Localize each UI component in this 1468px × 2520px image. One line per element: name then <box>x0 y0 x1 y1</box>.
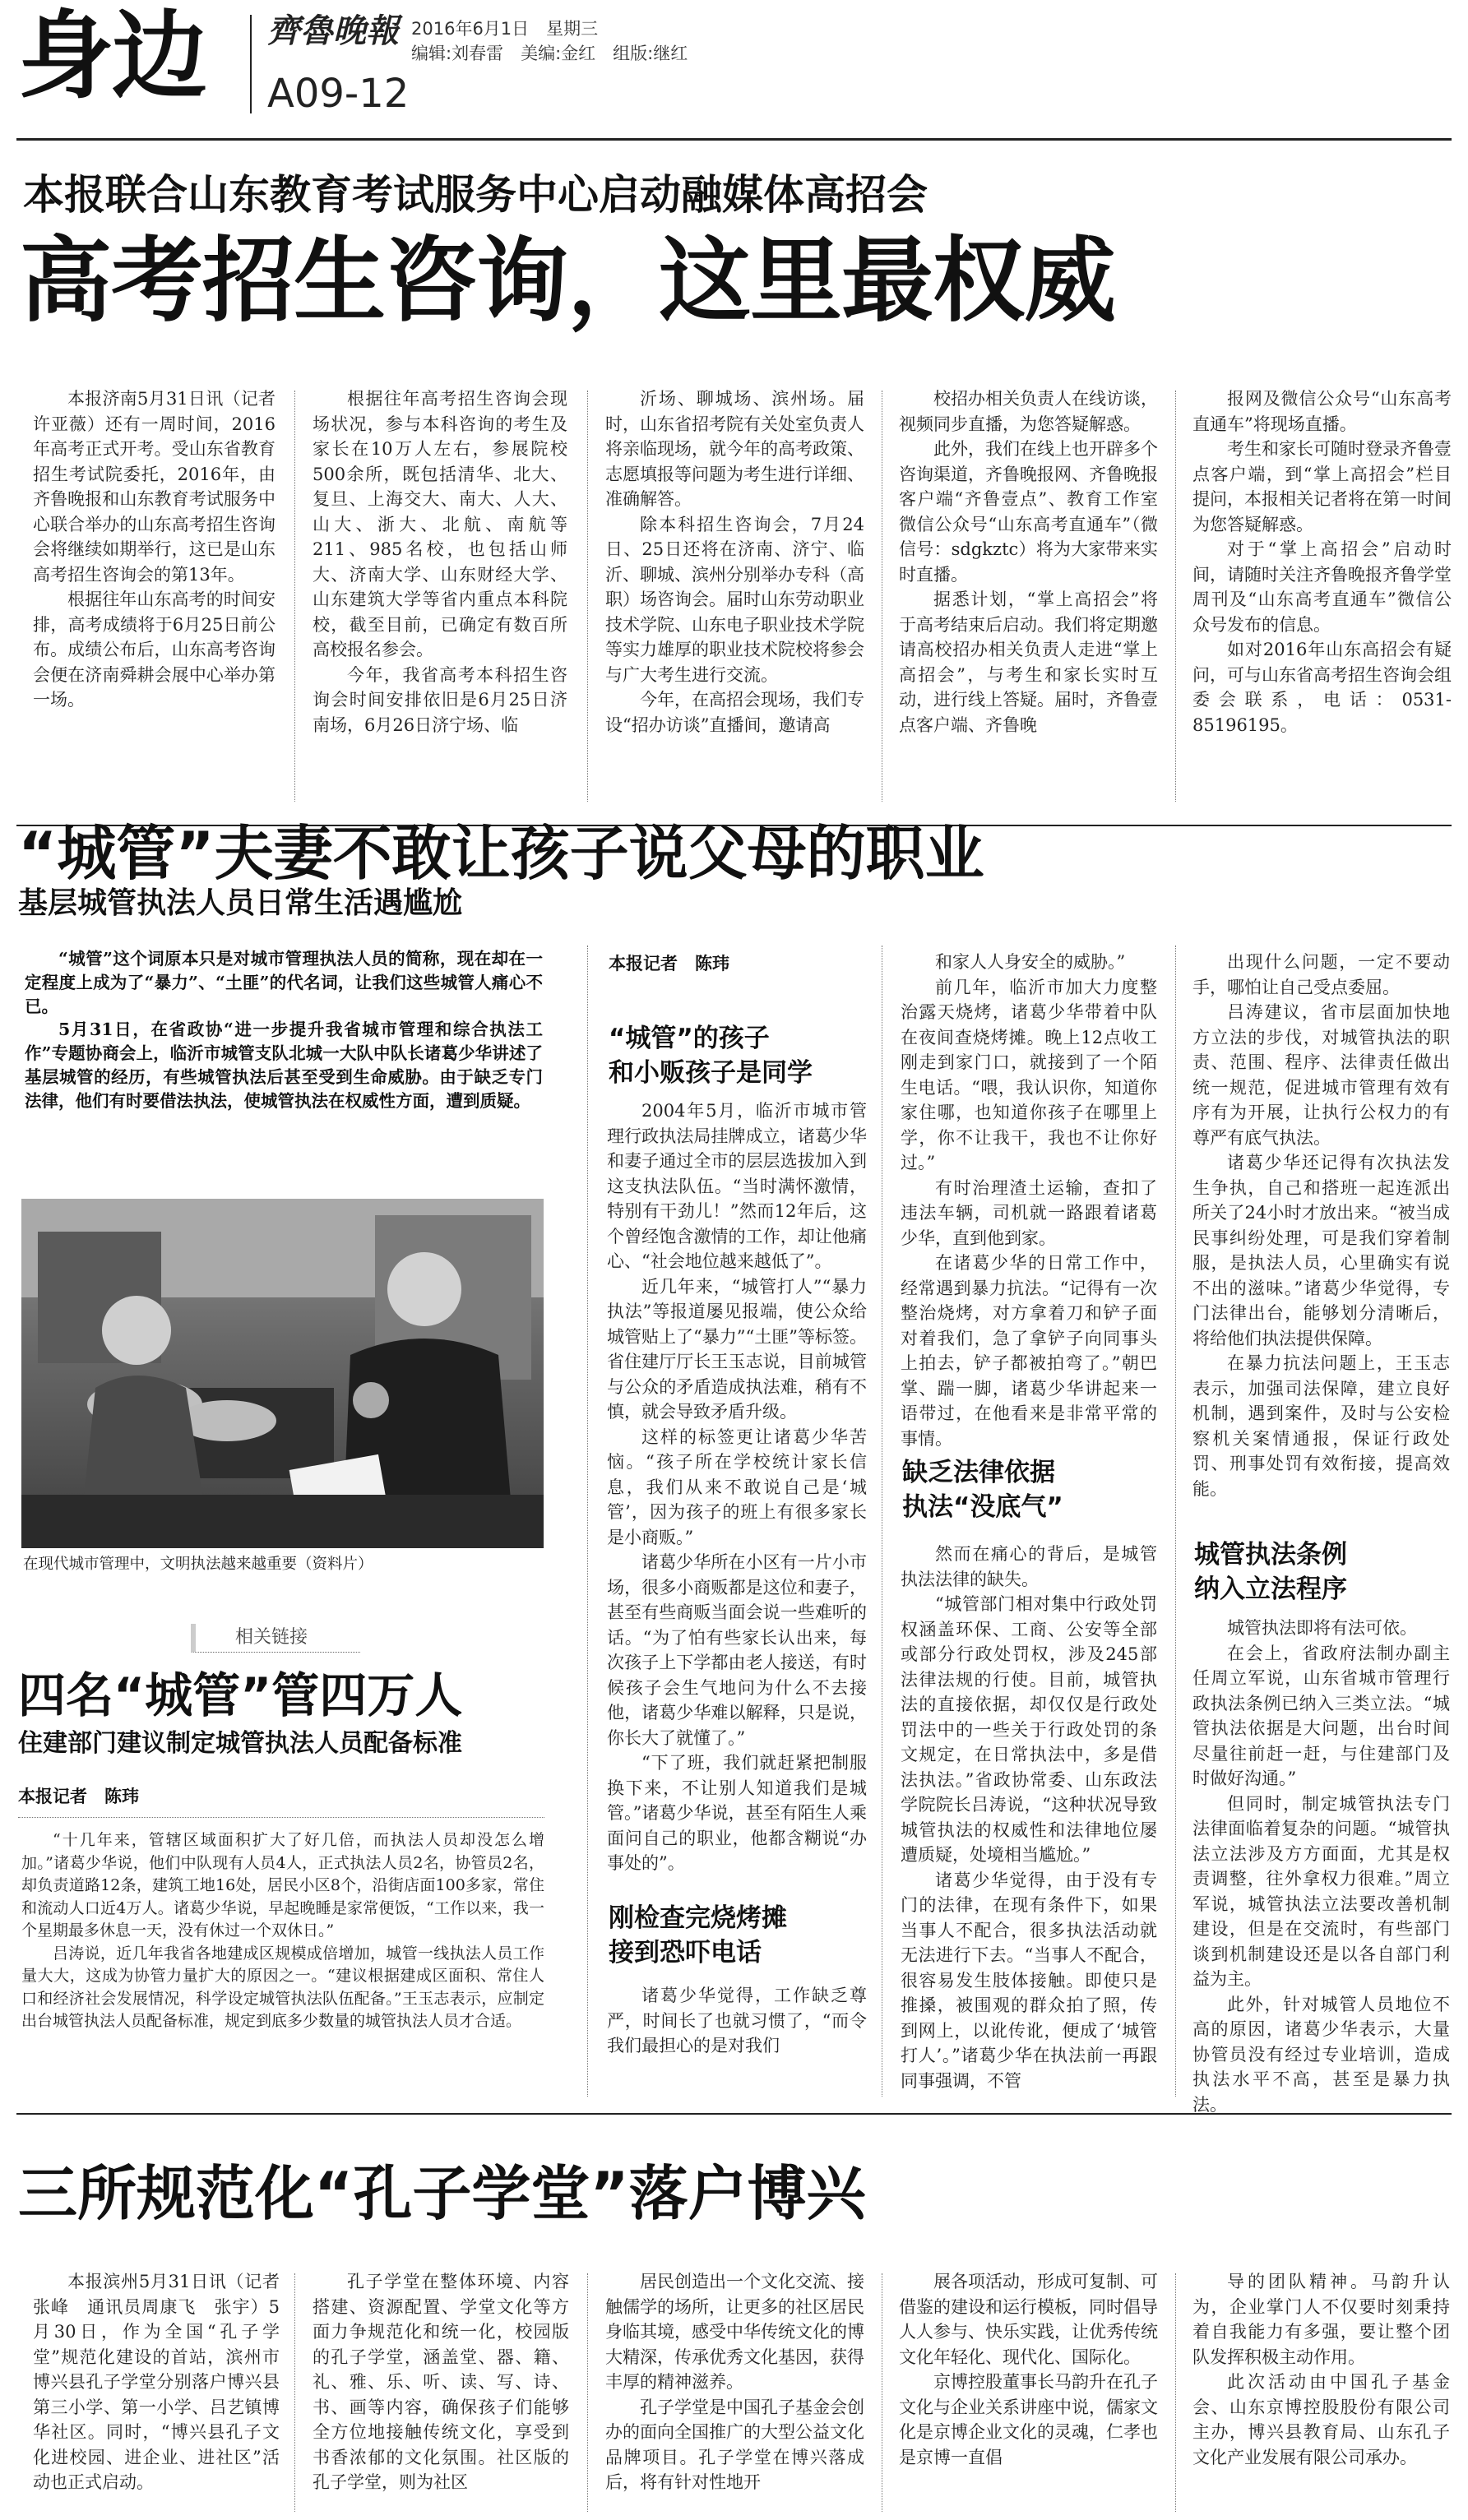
paragraph: 据悉计划，“掌上高招会”将于高考结束后启动。我们将定期邀请高校招办相关负责人走进“掌上高招会”，与考生和家长实时互动，进行线上答疑。届时，齐鲁壹点客户端、齐鲁晚 <box>899 590 1158 735</box>
article2-byline: 本报记者 陈玮 <box>609 954 729 973</box>
column-divider <box>587 391 588 802</box>
article2-column-c2 <box>901 1542 1157 2094</box>
sidebar-body <box>21 1829 544 2092</box>
article2-column-b2 <box>607 1983 867 2090</box>
paragraph: “十几年来，管辖区域面积扩大了好几倍，而执法人员却没怎么增加。”诸葛少华说，他们中队现有人员4人，正式执法人员2名，协管员2名，却负责道路12条，建筑工地16处，居民小区8个，沿街店面100多家，常住和流动人口近4万人。诸葛少华说，早起晚睡是家常便饭，“工作以来，我一个星期最多休息一天，没有休过一个双休日。” <box>21 1831 544 1940</box>
sidebar-rule <box>18 1817 544 1818</box>
article1-kicker: 本报联合山东教育考试服务中心启动融媒体高招会 <box>23 171 928 219</box>
paragraph: 今年，我省高考本科招生咨询会时间安排依旧是6月25日济南场，6月26日济宁场、临 <box>313 664 567 735</box>
editors-credit: 编辑:刘春雷 美编:金红 组版:继红 <box>411 44 688 63</box>
paragraph: 京博控股董事长马韵升在孔子文化与企业关系讲座中说，儒家文化是京博企业文化的灵魂，仁孝也是京博一直倡 <box>899 2372 1158 2467</box>
article2-column-d2 <box>1192 1616 1450 2115</box>
article3-column-1 <box>33 2269 280 2516</box>
column-divider <box>587 2273 588 2512</box>
article2-column-b <box>607 1098 867 1889</box>
paragraph: 今年，在高招会现场，我们专设“招办访谈”直播间，邀请高 <box>605 690 864 735</box>
masthead-rule <box>16 138 1452 141</box>
article1-headline: 高考招生咨询，这里最权威 <box>20 228 1115 335</box>
paragraph: “城管”这个词原本只是对城市管理执法人员的简称，现在却在一定程度上成为了“暴力”、“土匪”的代名词，让我们这些城管人痛心不已。 <box>25 949 543 1016</box>
paragraph: 除本科招生咨询会，7月24日、25日还将在济南、济宁、临沂、聊城、滨州分别举办专科（高职）场咨询会。届时山东劳动职业技术学院、山东电子职业技术学院等实力雄厚的职业技术院校将参会与广大考生进行交流。 <box>605 514 864 685</box>
article2-lead <box>25 947 543 1168</box>
photo-caption: 在现代城市管理中，文明执法越来越重要（资料片） <box>23 1556 373 1573</box>
paragraph: 吕涛建议，省市层面加快地方立法的步伐，对城管执法的职责、范围、程序、法律责任做出统一规范，促进城市管理有效有序有为开展，让执行公权力的有尊严有底气执法。 <box>1192 1002 1450 1148</box>
article2-subhead: 基层城管执法人员日常生活遇尴尬 <box>18 886 463 920</box>
paragraph: 此次活动由中国孔子基金会、山东京博控股股份有限公司主办，博兴县教育局、山东孔子文化产业发展有限公司承办。 <box>1192 2372 1450 2467</box>
paragraph: 诸葛少华觉得，由于没有专门的法律，在现有条件下，如果当事人不配合，很多执法活动就无法进行下去。“当事人不配合，很容易发生肢体接触。即使只是推搡，被围观的群众拍了照，传到网上，以讹传讹，便成了‘城管打人’。”诸葛少华在执法前一再跟同事强调，不管 <box>901 1870 1157 2091</box>
section-rule <box>16 2113 1452 2115</box>
paragraph: 根据往年高考招生咨询会现场状况，参与本科咨询的考生及家长在10万人左右，参展院校500余所，既包括清华、北大、复旦、上海交大、南大、人大、山大、浙大、北航、南航等211、985名校，也包括山师大、济南大学、山东财经大学、山东建筑大学等省内重点本科院校，截至目前，已确定有数百所高校报名参会。 <box>313 389 567 659</box>
masthead-divider <box>250 15 252 113</box>
paragraph: 居民创造出一个文化交流、接触儒学的场所，让更多的社区居民身临其境，感受中华传统文化的博大精深，传承优秀文化基因，获得丰厚的精神滋养。 <box>605 2272 864 2392</box>
paragraph: 近几年来，“城管打人”“暴力执法”等报道屡见报端，使公众给城管贴上了“暴力”“土匪”等标签。省住建厅厅长王玉志说，目前城管与公众的矛盾造成执法难，稍有不慎，就会导致矛盾升级。 <box>607 1276 867 1422</box>
column-divider <box>1175 2273 1176 2512</box>
paragraph: 5月31日，在省政协“进一步提升我省城市管理和综合执法工作”专题协商会上，临沂市城管支队北城一大队中队长诸葛少华讲述了基层城管的经历，有些城管执法后甚至受到生命威胁。由于缺乏专门法律，他们有时要借法执法，使城管执法在权威性方面，遭到质疑。 <box>25 1020 543 1111</box>
paragraph: 有时治理渣土运输，查扣了违法车辆，司机就一路跟着诸葛少华，直到他到家。 <box>901 1177 1157 1248</box>
paragraph: 根据往年山东高考的时间安排，高考成绩将于6月25日前公布。成绩公布后，山东高考咨询会便在济南舜耕会展中心举办第一场。 <box>33 590 276 710</box>
article3-column-4 <box>899 2269 1158 2516</box>
paragraph: 孔子学堂在整体环境、内容搭建、资源配置、学堂文化等方面力争规范化和统一化，校园版的孔子学堂，涵盖堂、器、籍、礼、雅、乐、听、读、写、诗、书、画等内容，确保孩子们能够全方位地接触传统文化，享受到书香浓郁的文化氛围。社区版的孔子学堂，则为社区 <box>313 2272 569 2492</box>
article3-headline: 三所规范化“孔子学堂”落户博兴 <box>18 2159 866 2228</box>
paragraph: 和家人人身安全的威胁。” <box>935 952 1126 972</box>
paragraph: 本报济南5月31日讯（记者许亚薇）还有一周时间，2016年高考正式开考。受山东省教育招生考试院委托，2016年，由齐鲁晚报和山东教育考试服务中心联合举办的山东高考招生咨询会将继续如期举行，这已是山东高考招生咨询会的第13年。 <box>33 389 276 585</box>
paragraph: 这样的标签更让诸葛少华苦恼。“孩子所在学校统计家长信息，我们从来不敢说自己是‘城管’，因为孩子的班上有很多家长是小商贩。” <box>607 1426 867 1547</box>
paragraph: 2004年5月，临沂市城市管理行政执法局挂牌成立，诸葛少华和妻子通过全市的层层选拔加入到这支执法队伍。“当时满怀激情，特别有干劲儿！”然而12年后，这个曾经饱含激情的工作，却让他痛心、“社会地位越来越低了”。 <box>607 1101 867 1271</box>
paragraph: 诸葛少华觉得，工作缺乏尊严，时间长了也就习惯了，“而令我们最担心的是对我们 <box>607 1986 867 2055</box>
article2-subsection-4: 城管执法条例 纳入立法程序 <box>1194 1540 1347 1604</box>
article2-subsection-2: 刚检查完烧烤摊 接到恐吓电话 <box>609 1903 787 1967</box>
column-divider <box>587 946 588 2097</box>
paragraph: 如对2016年山东高招会有疑问，可与山东省高考招生咨询会组委会联系，电话：0531-85196195。 <box>1192 640 1452 735</box>
photo-illustration <box>21 1199 544 1548</box>
issue-date: 2016年6月1日 星期三 <box>411 19 599 39</box>
sidebar-byline: 本报记者 陈玮 <box>18 1787 139 1806</box>
paragraph: 展各项活动，形成可复制、可借鉴的建设和运行模板，同时倡导人人参与、快乐实践，让优秀传统文化年轻化、现代化、国际化。 <box>899 2272 1158 2367</box>
paragraph: 在暴力抗法问题上，王玉志表示，加强司法保障，建立良好机制，遇到案件，及时与公安检察机关案情通报，保证行政处罚、刑事处罚有效衔接，提高效能。 <box>1192 1353 1450 1499</box>
paragraph: 城管执法即将有法可依。 <box>1227 1618 1417 1638</box>
paragraph: 报网及微信公众号“山东高考直通车”将现场直播。 <box>1192 389 1452 434</box>
column-divider <box>294 2273 295 2512</box>
paragraph: 孔子学堂是中国孔子基金会创办的面向全国推广的大型公益文化品牌项目。孔子学堂在博兴落成后，将有针对性地开 <box>605 2397 864 2492</box>
paragraph: 前几年，临沂市加大力度整治露天烧烤，诸葛少华带着中队在夜间查烧烤摊。晚上12点收工刚走到家门口，就接到了一个陌生电话。“喂，我认识你，知道你家住哪，也知道你孩子在哪里上学，你不让我干，我也不让你好过。” <box>901 977 1157 1172</box>
paragraph: 此外，我们在线上也开辟多个咨询渠道，齐鲁晚报网、齐鲁晚报客户端“齐鲁壹点”、教育工作室微信公众号“山东高考直通车”（微信号：sdgkztc）将为大家带来实时直播。 <box>899 439 1158 585</box>
paragraph: 在诸葛少华的日常工作中，经常遇到暴力抗法。“记得有一次整治烧烤，对方拿着刀和铲子面对着我们，急了拿铲子向同事头上拍去，铲子都被拍弯了。”朝巴掌、踹一脚，诸葛少华讲起来一语带过，在他看来是非常平常的事情。 <box>901 1253 1157 1449</box>
related-link-label: 相关链接 <box>235 1627 308 1648</box>
paragraph: 导的团队精神。马韵升认为，企业掌门人不仅要时刻秉持着自我能力有多强，要让整个团队发挥积极主动作用。 <box>1192 2272 1450 2367</box>
article3-column-2 <box>313 2269 569 2516</box>
article2-column-d <box>1192 950 1450 1509</box>
paragraph: “下了班，我们就赶紧把制服换下来，不让别人知道我们是城管。”诸葛少华说，甚至有陌生人乘面问自己的职业，他都含糊说“办事处的”。 <box>607 1753 867 1873</box>
paragraph: 此外，针对城管人员地位不高的原因，诸葛少华表示，大量协管员没有经过专业培训，造成执法水平不高，甚至是暴力执法。 <box>1192 1994 1450 2115</box>
article2-column-c <box>901 950 1157 1449</box>
paragraph: 诸葛少华所在小区有一片小市场，很多小商贩都是这位和妻子，甚至有些商贩当面会说一些难听的话。“为了怕有些家长认出来，每次孩子上下学都由老人接送，有时候孩子会生气地问为什么不去接他，诸葛少华难以解释，只是说，你长大了就懂了。” <box>607 1552 867 1748</box>
paragraph: 本报滨州5月31日讯（记者张峰 通讯员周康飞 张宇）5月30日，作为全国“孔子学堂”规范化建设的首站，滨州市博兴县孔子学堂分别落户博兴县第三小学、第一小学、吕艺镇博华社区。同时，“博兴县孔子文化进校园、进企业、进社区”活动也正式启动。 <box>33 2272 280 2492</box>
related-link-tag <box>191 1624 360 1653</box>
section-title: 身边 <box>18 1 206 112</box>
article3-column-5 <box>1192 2269 1450 2516</box>
article1-column-5 <box>1192 386 1452 814</box>
newspaper-logo: 齊魯晚報 <box>267 12 399 50</box>
sidebar-headline: 四名“城管”管四万人 <box>18 1667 463 1723</box>
paragraph: 在会上，省政府法制办副主任周立军说，山东省城市管理行政执法条例已纳入三类立法。“城管执法依据是大问题，出台时间尽量往前赶一赶，与住建部门及时做好沟通。” <box>1192 1643 1450 1788</box>
article1-column-1 <box>33 386 276 814</box>
paragraph: 出现什么问题，一定不要动手，哪怕让自己受点委屈。 <box>1192 952 1450 997</box>
column-divider <box>294 391 295 802</box>
sidebar-subhead: 住建部门建议制定城管执法人员配备标准 <box>18 1729 462 1758</box>
article2-subsection-1: “城管”的孩子 和小贩孩子是同学 <box>609 1024 813 1088</box>
article2-subsection-3: 缺乏法律依据 执法“没底气” <box>902 1458 1063 1522</box>
page-number: A09-12 <box>267 71 410 117</box>
article3-column-3 <box>605 2269 864 2516</box>
article1-column-2 <box>313 386 567 814</box>
paragraph: 但同时，制定城管执法专门法律面临着复杂的问题。“城管执法立法涉及方方面面，尤其是权责调整，往外拿权力很难。”周立军说，城管执法立法要改善机制建设，但是在交流时，有些部门谈到机制建设还是以各自部门利益为主。 <box>1192 1793 1450 1989</box>
paragraph: 考生和家长可随时登录齐鲁壹点客户端，到“掌上高招会”栏目提问，本报相关记者将在第一时间为您答疑解惑。 <box>1192 439 1452 534</box>
paragraph: 吕涛说，近几年我省各地建成区规模成倍增加，城管一线执法人员工作量大大，这成为协管力量扩大的原因之一。“建议根据建成区面积、常住人口和经济社会发展情况，科学设定城管执法队伍配备。”王玉志表示，应制定出台城管执法人员配备标准，规定到底多少数量的城管执法人员才合适。 <box>21 1944 544 2030</box>
paragraph: 诸葛少华还记得有次执法发生争执，自己和搭班一起连派出所关了24小时才放出来。“被当成民事纠纷处理，可是我们穿着制服，是执法人员，心里确实有说不出的滋味。”诸葛少华觉得，专门法律出台，能够划分清晰后，将给他们执法提供保障。 <box>1192 1153 1450 1348</box>
paragraph: 对于“掌上高招会”启动时间，请随时关注齐鲁晚报齐鲁学堂周刊及“山东高考直通车”微信公众号发布的信息。 <box>1192 539 1452 635</box>
enforcement-photo <box>21 1199 544 1548</box>
column-divider <box>1175 391 1176 802</box>
paragraph: 沂场、聊城场、滨州场。届时，山东省招考院有关处室负责人将亲临现场，就今年的高考政策、志愿填报等问题为考生进行详细、准确解答。 <box>605 389 864 509</box>
article1-column-3 <box>605 386 864 814</box>
paragraph: 然而在痛心的背后，是城管执法法律的缺失。 <box>901 1544 1157 1589</box>
article2-headline: “城管”夫妻不敢让孩子说父母的职业 <box>18 819 984 888</box>
article1-column-4 <box>899 386 1158 814</box>
paragraph: 校招办相关负责人在线访谈，视频同步直播，为您答疑解惑。 <box>899 389 1158 434</box>
paragraph: “城管部门相对集中行政处罚权涵盖环保、工商、公安等全部或部分行政处罚权，涉及245部法律法规的行使。目前，城管执法的直接依据，却仅仅是行政处罚法中的一些关于行政处罚的条文规定，在日常执法中，多是借法执法。”省政协常委、山东政法学院院长吕涛说，“这种状况导致城管执法的权威性和法律地位屡遭质疑，处境相当尴尬。” <box>901 1594 1157 1865</box>
column-divider <box>1175 946 1176 2097</box>
